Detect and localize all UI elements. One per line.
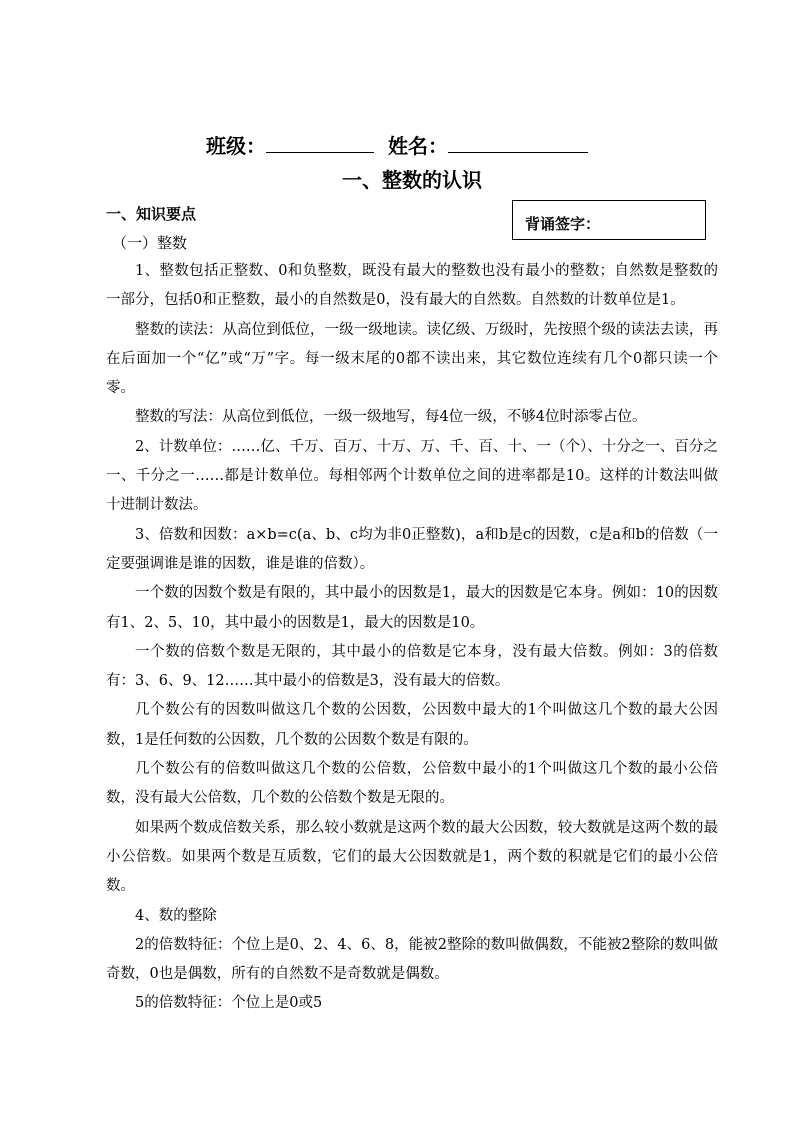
paragraph: 5的倍数特征：个位上是0或5 (135, 995, 323, 1012)
page-title: 一、整数的认识 (342, 168, 482, 192)
paragraph: 一个数的倍数个数是无限的，其中最小的倍数是它本身，没有最大倍数。例如：3的倍数有：3、6、9、12……其中最小的倍数是3，没有最大的倍数。 (106, 643, 718, 690)
subsection-heading: （一）整数 (112, 234, 188, 252)
section-heading: 一、知识要点 (106, 205, 197, 223)
student-info-line (0, 130, 794, 159)
paragraph: 一个数的因数个数是有限的，其中最小的因数是1，最大的因数是它本身。例如：10的因数有1、2、5、10，其中最小的因数是1，最大的因数是10。 (106, 585, 718, 631)
paragraph: 几个数公有的倍数叫做这几个数的公倍数，公倍数中最小的1个叫做这几个数的最小公倍数，没有最大公倍数，几个数的公倍数个数是无限的。 (106, 761, 718, 807)
paragraph: 整数的写法：从高位到低位，一级一级地写，每4位一级，不够4位时添零占位。 (135, 409, 647, 426)
paragraph: 几个数公有的因数叫做这几个数的公因数，公因数中最大的1个叫做这几个数的最大公因数，1是任何数的公因数，几个数的公因数个数是有限的。 (106, 702, 718, 748)
name-blank-field[interactable] (448, 132, 588, 153)
paragraph: 2的倍数特征：个位上是0、2、4、6、8，能被2整除的数叫做偶数，不能被2整除的数叫做奇数，0也是偶数，所有的自然数不是奇数就是偶数。 (106, 936, 718, 983)
body-text (106, 257, 718, 1019)
signature-label: 背诵签字： (525, 215, 601, 233)
paragraph: 1、整数包括正整数、0和负整数，既没有最大的整数也没有最小的整数；自然数是整数的一部分，包括0和正整数，最小的自然数是0，没有最大的自然数。自然数的计数单位是1。 (106, 263, 718, 309)
paragraph: 如果两个数成倍数关系，那么较小数就是这两个数的最大公因数，较大数就是这两个数的最小公倍数。如果两个数是互质数，它们的最大公因数就是1，两个数的积就是它们的最小公倍数。 (106, 819, 718, 895)
paragraph: 3、倍数和因数：a×b=c(a、b、c均为非0正整数)，a和b是c的因数，c是a和b的倍数（一定要强调谁是谁的因数，谁是谁的倍数）。 (106, 526, 718, 572)
class-blank-field[interactable] (266, 132, 374, 153)
paragraph: 2、计数单位：……亿、千万、百万、十万、万、千、百、十、一（个）、十分之一、百分之一、千分之一……都是计数单位。每相邻两个计数单位之间的进率都是10。这样的计数法叫做十进制计数法。 (106, 438, 718, 514)
signature-box[interactable] (512, 200, 706, 240)
paragraph: 整数的读法：从高位到低位，一级一级地读。读亿级、万级时，先按照个级的读法去读，再在后面加一个“亿”或“万”字。每一级末尾的0都不读出来，其它数位连续有几个0都只读一个零。 (106, 321, 718, 397)
name-label: 姓名： (388, 134, 448, 158)
paragraph: 4、数的整除 (135, 907, 217, 924)
class-label: 班级： (206, 134, 266, 158)
